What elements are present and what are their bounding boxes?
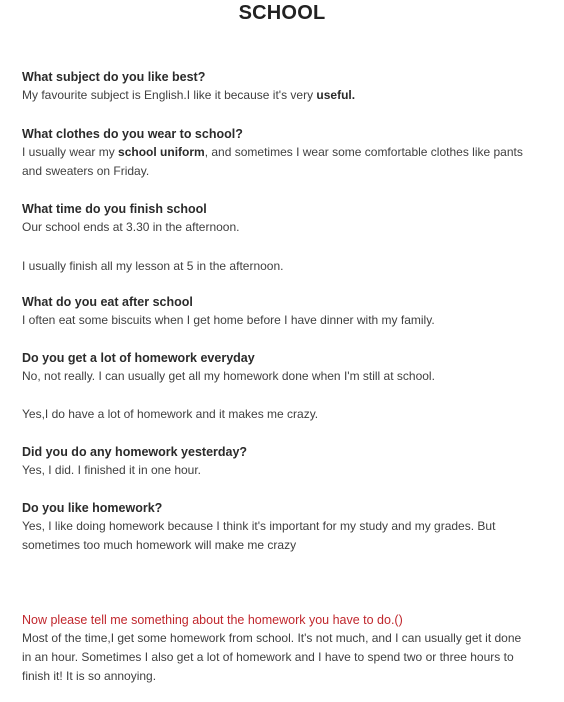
answer-clothes [22, 143, 530, 180]
answer-subject-text: My favourite subject is English.I like it because it's very [22, 88, 317, 102]
answer-subject [22, 86, 530, 105]
qa-eat [22, 293, 530, 330]
answer-homework-everyday: No, not really. I can usually get all my homework done when I'm still at school. [22, 369, 435, 383]
answer-finish-time: Our school ends at 3.30 in the afternoon. [22, 220, 240, 234]
qa-clothes [22, 125, 530, 180]
question-like-homework: Do you like homework? [22, 501, 163, 515]
question-clothes: What clothes do you wear to school? [22, 127, 243, 141]
answer-subject-emphasis: useful. [316, 88, 356, 102]
essay-section [22, 611, 530, 686]
answer-like-homework: Yes, I like doing homework because I think it's important for my study and my grades. But sometimes too much homework will make me crazy [22, 519, 496, 552]
answer-homework-yesterday: Yes, I did. I finished it in one hour. [22, 463, 202, 477]
answer-clothes-text-2: , and sometimes I wear some comfortable clothes like pants and sweaters on Friday. [22, 145, 523, 178]
page-title: SCHOOL [238, 2, 326, 24]
question-subject: What subject do you like best? [22, 70, 206, 84]
answer-homework-everyday-extra: Yes,I do have a lot of homework and it makes me crazy. [22, 407, 319, 421]
question-homework-yesterday: Did you do any homework yesterday? [22, 445, 248, 459]
question-finish-time: What time do you finish school [22, 202, 207, 216]
qa-subject [22, 68, 530, 105]
question-eat: What do you eat after school [22, 295, 193, 309]
answer-finish-time-extra: I usually finish all my lesson at 5 in the afternoon. [22, 259, 284, 273]
answer-clothes-emphasis: school uniform [118, 145, 205, 159]
qa-like-homework [22, 499, 530, 554]
answer-eat: I often eat some biscuits when I get home before I have dinner with my family. [22, 313, 435, 327]
essay-prompt: Now please tell me something about the homework you have to do.() [22, 613, 403, 627]
answer-clothes-text-1: I usually wear my [22, 145, 119, 159]
question-homework-everyday: Do you get a lot of homework everyday [22, 351, 255, 365]
qa-homework-yesterday [22, 443, 530, 480]
essay-text: Most of the time,I get some homework from school. It's not much, and I can usually get it done in an hour. Sometimes I also get a lot of homework and I have to spend two or three hours to finish it! It is so annoying. [22, 631, 522, 683]
qa-finish-time [22, 200, 530, 237]
qa-homework-everyday [22, 349, 530, 386]
